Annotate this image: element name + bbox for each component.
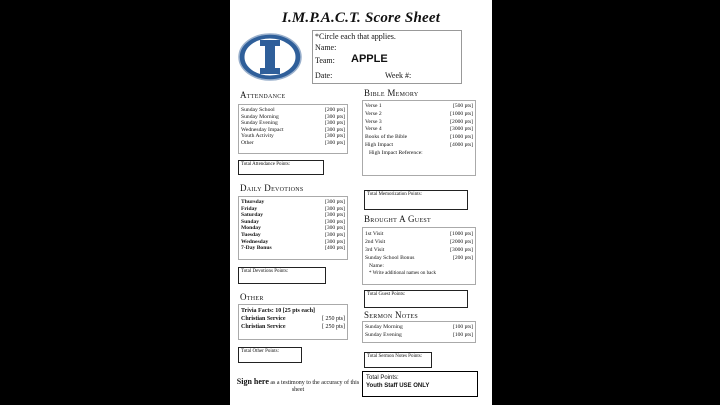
team-value[interactable]: APPLE [351,53,388,65]
attendance-item-points: [300 pts] [324,133,345,140]
sign-text: as a testimony to the accuracy of this sheet [270,380,360,393]
guest-title: Brought A Guest [364,214,432,224]
sermon-item[interactable] [365,332,473,340]
devotion-item-label: 7-Day Bonus [241,245,272,252]
devotion-item[interactable] [241,239,345,246]
sermon-total-box[interactable]: Total Sermon Notes Points: [364,352,432,368]
memory-item-points: [500 pts] [452,103,473,109]
devotions-title: Daily Devotions [240,183,304,193]
sermon-item-label: Sunday Morning [365,324,403,330]
devotion-item-points: [300 pts] [324,218,345,225]
attendance-item[interactable] [241,140,345,147]
sermon-notes-list [362,321,476,343]
devotion-item-label: Friday [241,205,258,212]
memory-item-points: [2000 pts] [450,118,473,125]
team-label: Team: [315,56,335,65]
attendance-item-points: [300 pts] [324,126,345,133]
memory-item-label: Verse 1 [365,103,382,109]
devotion-item[interactable] [241,245,345,252]
memory-item-label: Books of the Bible [365,134,408,141]
other-item-points: [ 250 pts] [322,316,345,322]
attendance-item-points: [300 pts] [324,139,345,146]
sheet-title: I.M.P.A.C.T. Score Sheet [281,10,441,26]
memory-item-points: [1000 pts] [450,110,473,117]
guest-item[interactable] [365,230,473,238]
memory-item[interactable] [365,134,473,142]
memory-item[interactable] [365,142,473,150]
memory-item-label: Verse 2 [365,110,382,117]
guest-item-label: 2nd Visit [365,239,386,245]
memory-item-label: Verse 4 [365,126,382,133]
attendance-item-points: [300 pts] [324,113,345,120]
other-item[interactable] [241,307,345,315]
attendance-item-label: Sunday Morning [241,113,279,120]
devotion-item-points: [300 pts] [324,205,345,212]
guest-item-points: [2000 pts] [450,239,473,245]
high-impact-reference[interactable]: High Impact Reference: [369,149,423,156]
memory-item-points: [3000 pts] [450,126,473,133]
devotion-item-label: Tuesday [241,231,261,238]
attendance-item[interactable] [241,107,345,114]
memory-item[interactable] [365,119,473,127]
devotions-list [238,196,348,260]
guest-list [362,227,476,285]
other-item-label: Christian Service [241,324,286,330]
guest-item[interactable] [365,238,473,246]
circle-note: *Circle each that applies. [315,32,396,41]
other-item[interactable] [241,315,345,323]
sign-here-label: Sign here [236,377,269,386]
week-label: Week #: [385,71,412,80]
date-label: Date: [315,71,333,80]
sermon-item-label: Sunday Evening [365,331,402,338]
devotion-item-points: [300 pts] [324,212,345,219]
devotions-total-box[interactable]: Total Devotions Points: [238,267,326,284]
devotion-item-points: [400 pts] [324,245,345,252]
attendance-item-label: Sunday Evening [241,120,278,127]
name-label: Name: [315,43,337,52]
guest-item-points: [200 pts] [452,255,473,261]
other-total-box[interactable]: Total Other Points: [238,347,302,363]
memory-item-points: [4000 pts] [450,141,473,148]
other-item-label: Christian Service [241,316,286,322]
attendance-item-label: Other [241,139,254,146]
attendance-item[interactable] [241,120,345,127]
attendance-item-points: [300 pts] [324,120,345,127]
other-item[interactable] [241,323,345,331]
attendance-item[interactable] [241,133,345,140]
devotion-item-label: Monday [241,225,261,232]
total-points-label: Total Points: [366,375,399,381]
other-item-points: [ 250 pts] [322,324,345,330]
guest-item[interactable] [365,254,473,262]
memorization-total-box[interactable]: Total Memorization Points: [364,190,468,210]
memory-item-label: High Impact [365,141,394,148]
devotion-item-points: [300 pts] [324,199,345,205]
sermon-item-points: [100 pts] [452,331,473,338]
guest-item[interactable] [365,246,473,254]
bible-memory-title: Bible Memory [364,88,419,98]
other-item-label: Trivia Facts: 10 [25 pts each] [241,308,316,314]
attendance-total-box[interactable]: Total Attendance Points: [238,160,324,175]
devotion-item[interactable] [241,219,345,226]
sermon-notes-title: Sermon Notes [364,310,419,320]
header-info-box [312,30,462,84]
devotion-item[interactable] [241,212,345,219]
attendance-item-label: Sunday School [241,107,275,113]
attendance-item[interactable] [241,127,345,134]
attendance-item[interactable] [241,114,345,121]
guest-item-label: 3rd Visit [365,247,385,253]
devotion-item[interactable] [241,206,345,213]
total-points-box[interactable] [362,371,478,397]
guest-item-points: [1000 pts] [450,231,473,237]
guest-item-label: Sunday School Bonus [365,255,415,261]
devotion-item-label: Wednesday [241,238,269,245]
memory-item[interactable] [365,103,473,111]
attendance-list [238,104,348,154]
attendance-item-label: Wednesday Impact [241,126,284,133]
attendance-item-points: [200 pts] [324,107,345,113]
devotion-item-label: Sunday [241,218,260,225]
devotion-item-points: [300 pts] [324,238,345,245]
memory-item[interactable] [365,111,473,119]
devotion-item-points: [300 pts] [324,231,345,238]
other-title: Other [240,292,264,302]
guest-total-box[interactable]: Total Guest Points: [364,290,468,308]
signature-line[interactable] [236,378,360,394]
sermon-item-points: [100 pts] [452,324,473,330]
attendance-item-label: Youth Activity [241,133,274,140]
memory-item-label: Verse 3 [365,118,382,125]
devotion-item-points: [300 pts] [324,225,345,232]
bible-memory-list [362,100,476,176]
staff-use-label: Youth Staff USE ONLY [366,383,430,389]
devotion-item[interactable] [241,232,345,239]
guest-item-points: [3000 pts] [450,247,473,253]
guest-name-field[interactable]: Name: [369,263,384,269]
impact-logo-icon [238,32,302,82]
memory-item-points: [1000 pts] [450,134,473,141]
attendance-title: Attendance [240,90,286,100]
devotion-item[interactable] [241,225,345,232]
devotion-item[interactable] [241,199,345,206]
devotion-item-label: Thursday [241,199,265,205]
other-list [238,304,348,340]
score-sheet [230,0,492,405]
guest-note: * Write additional names on back [369,271,437,276]
sermon-item[interactable] [365,324,473,332]
devotion-item-label: Saturday [241,212,264,219]
guest-item-label: 1st Visit [365,231,384,237]
